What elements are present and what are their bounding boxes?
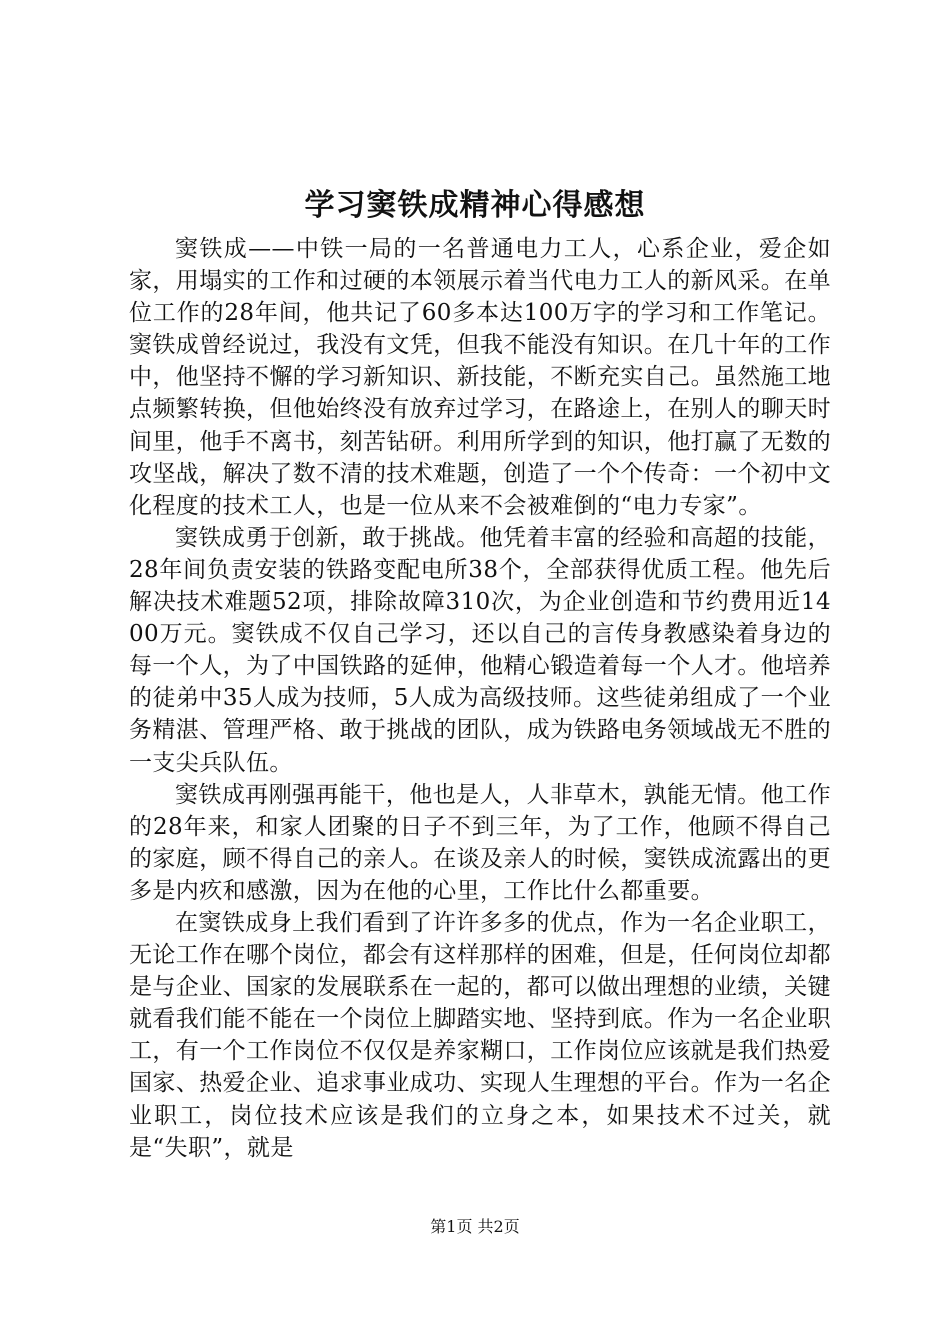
paragraph-1: 窦铁成——中铁一局的一名普通电力工人，心系企业，爱企如家，用塌实的工作和过硬的本领展示着当代电力工人的新风采。在单位工作的28年间，他共记了60多本达100万字的学习和工作笔记。窦铁成曾经说过，我没有文凭，但我不能没有知识。在几十年的工作中，他坚持不懈的学习新知识、新技能，不断充实自己。虽然施工地点频繁转换，但他始终没有放弃过学习，在路途上，在别人的聊天时间里，他手不离书，刻苦钻研。利用所学到的知识，他打赢了无数的攻坚战，解决了数不清的技术难题，创造了一个个传奇：一个初中文化程度的技术工人，也是一位从来不会被难倒的“电力专家”。 [129, 236, 831, 519]
paragraph-4: 在窦铁成身上我们看到了许许多多的优点，作为一名企业职工，无论工作在哪个岗位，都会有这样那样的困难，但是，任何岗位却都是与企业、国家的发展联系在一起的，都可以做出理想的业绩，关键就看我们能不能在一个岗位上脚踏实地、坚持到底。作为一名企业职工，有一个工作岗位不仅仅是养家糊口，工作岗位应该就是我们热爱国家、热爱企业、追求事业成功、实现人生理想的平台。作为一名企业职工，岗位技术应该是我们的立身之本，如果技术不过关，就是“失职”，就是 [129, 909, 831, 1161]
document-title: 学习窦铁成精神心得感想 [304, 188, 646, 223]
paragraph-3: 窦铁成再刚强再能干，他也是人，人非草木，孰能无情。他工作的28年来，和家人团聚的日子不到三年，为了工作，他顾不得自己的家庭，顾不得自己的亲人。在谈及亲人的时候，窦铁成流露出的更多是内疚和感激，因为在他的心里，工作比什么都重要。 [129, 781, 831, 904]
page-number-footer: 第1页 共2页 [430, 1217, 520, 1236]
document-body [129, 233, 831, 1164]
paragraph-2: 窦铁成勇于创新，敢于挑战。他凭着丰富的经验和高超的技能，28年间负责安装的铁路变配电所38个，全部获得优质工程。他先后解决技术难题52项，排除故障310次，为企业创造和节约费用近1400万元。窦铁成不仅自己学习，还以自己的言传身教感染着身边的每一个人，为了中国铁路的延伸，他精心锻造着每一个人才。他培养的徒弟中35人成为技师，5人成为高级技师。这些徒弟组成了一个业务精湛、管理严格、敢于挑战的团队，成为铁路电务领域战无不胜的一支尖兵队伍。 [129, 524, 831, 776]
